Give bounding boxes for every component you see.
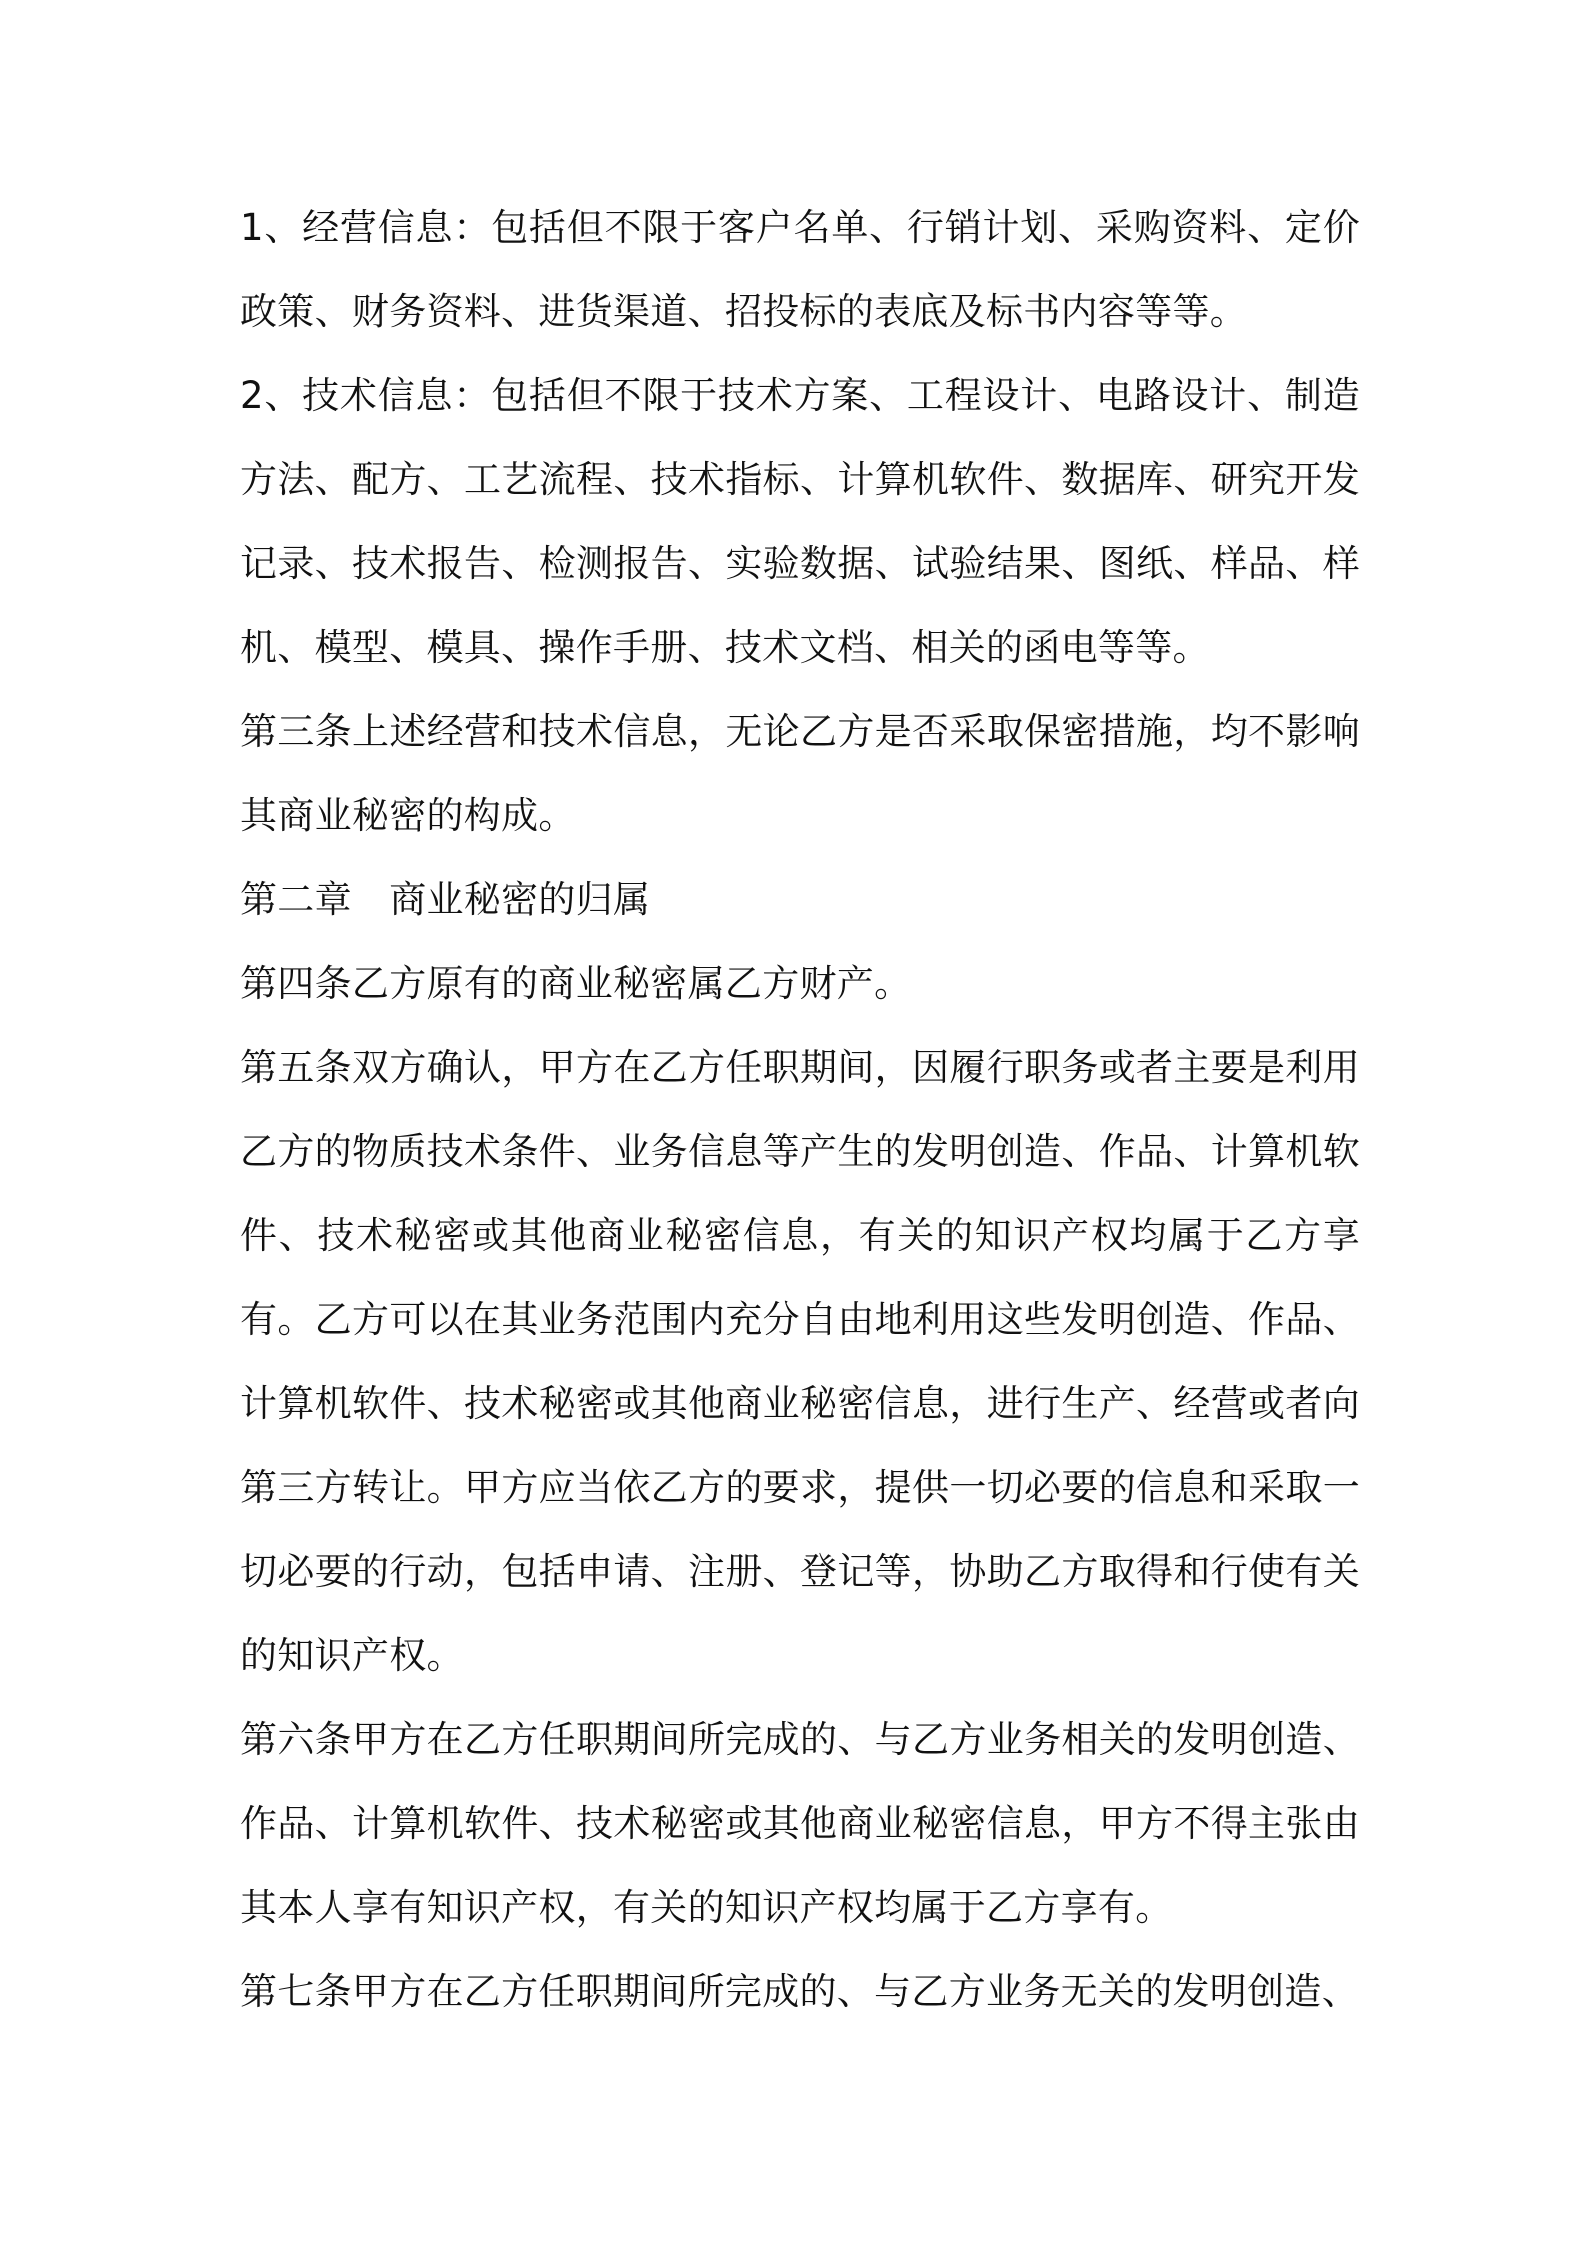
chapter-2-heading: 第二章 商业秘密的归属 [240, 878, 651, 921]
paragraph-article-6: 第六条甲方在乙方任职期间所完成的、与乙方业务相关的发明创造、作品、计算机软件、技术秘密或其他商业秘密信息，甲方不得主张由其本人享有知识产权，有关的知识产权均属于乙方享有。 [240, 1718, 1360, 1929]
paragraph-article-7: 第七条甲方在乙方任职期间所完成的、与乙方业务无关的发明创造、 [240, 1970, 1359, 2013]
paragraph-article-4: 第四条乙方原有的商业秘密属乙方财产。 [240, 962, 912, 1005]
document-body [240, 186, 1360, 2034]
paragraph-article-3: 第三条上述经营和技术信息，无论乙方是否采取保密措施，均不影响其商业秘密的构成。 [240, 710, 1360, 837]
paragraph-article-5: 第五条双方确认，甲方在乙方任职期间，因履行职务或者主要是利用乙方的物质技术条件、业务信息等产生的发明创造、作品、计算机软件、技术秘密或其他商业秘密信息，有关的知识产权均属于乙方享有。乙方可以在其业务范围内充分自由地利用这些发明创造、作品、计算机软件、技术秘密或其他商业秘密信息，进行生产、经营或者向第三方转让。甲方应当依乙方的要求，提供一切必要的信息和采取一切必要的行动，包括申请、注册、登记等，协助乙方取得和行使有关的知识产权。 [240, 1046, 1360, 1677]
paragraph-business-info: 1、经营信息：包括但不限于客户名单、行销计划、采购资料、定价政策、财务资料、进货渠道、招投标的表底及标书内容等等。 [240, 206, 1360, 333]
paragraph-technical-info: 2、技术信息：包括但不限于技术方案、工程设计、电路设计、制造方法、配方、工艺流程、技术指标、计算机软件、数据库、研究开发记录、技术报告、检测报告、实验数据、试验结果、图纸、样品、样机、模型、模具、操作手册、技术文档、相关的函电等等。 [240, 374, 1360, 669]
